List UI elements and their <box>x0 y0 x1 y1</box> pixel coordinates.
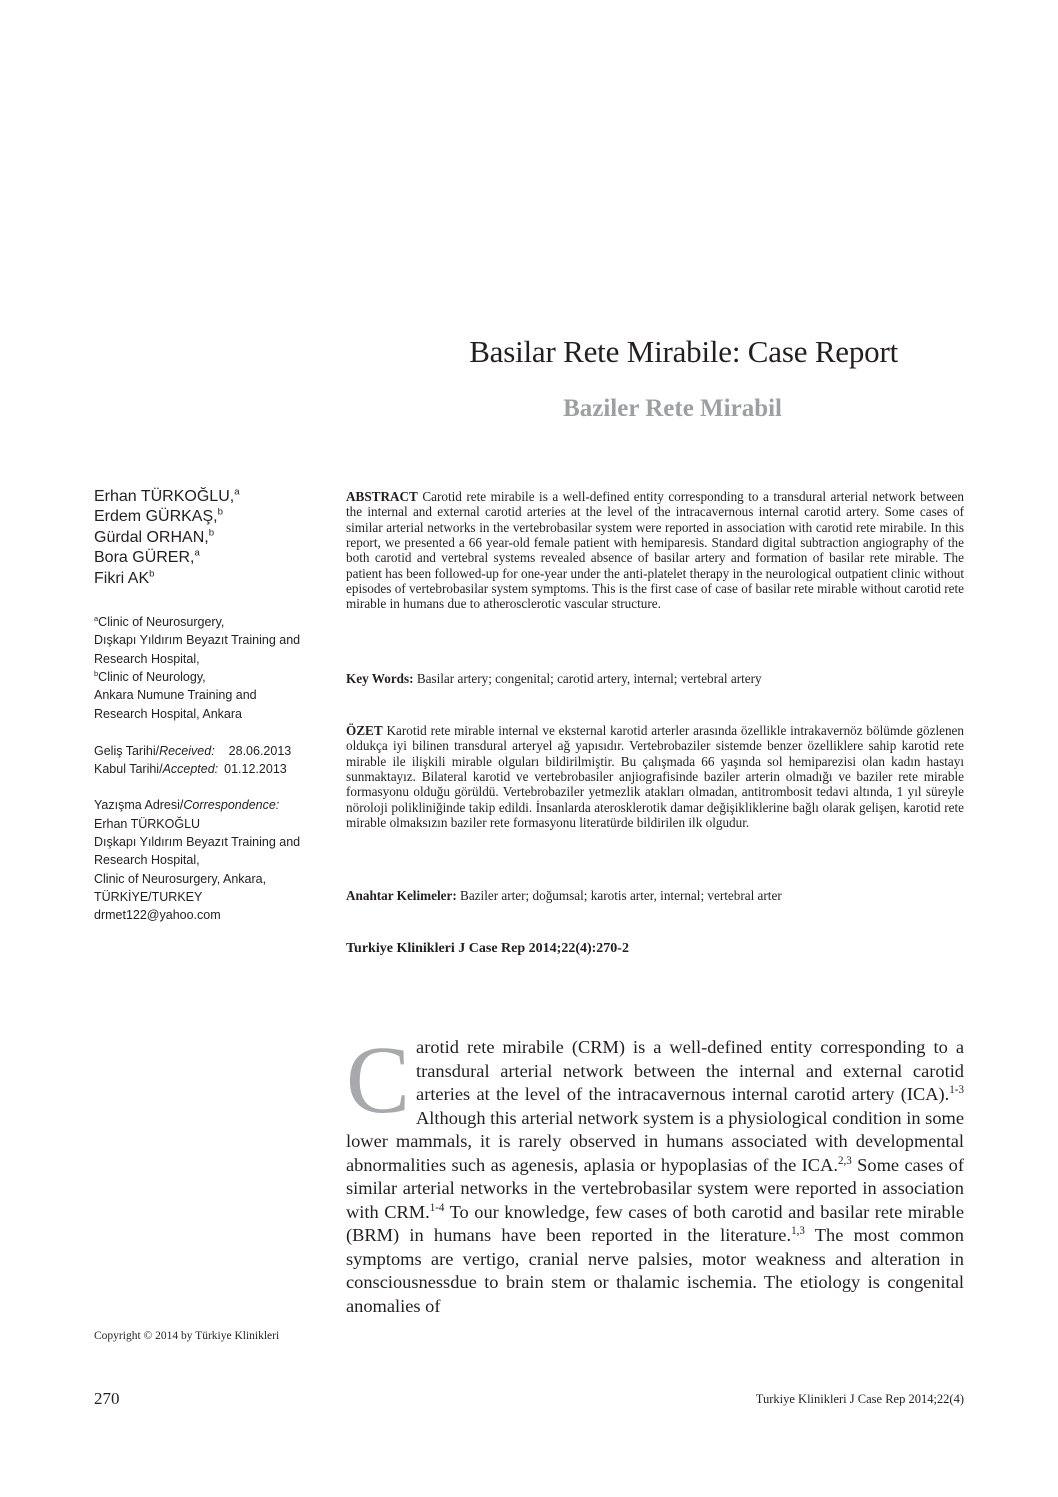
ozet: ÖZET Karotid rete mirable internal ve eksternal karotid arterler arasında özellikle intrakavernöz bölümde gözlenen oldukça iyi bilinen transdural arteryel ağ yapısıdır. Vertebrobaziler sistemde benzer özelliklere sahip karotid rete mirable ile ilişkili mirable olguları bildirilmiştir. Bu çalışmada 66 yaşında sol hemiparezisi olan kadın hastayı sunmaktayız. Bilateral karotid ve vertebrobasiler anjiografisinde baziler arterin olmadığı ve baziler rete mirable formasyonu olduğu görüldü. Vertebrobaziler yetmezlik atakları olmadan, antitrombosit tedavi altında, 1 yıl süreyle nöroloji polikliniğinde takip edildi. İnsanlarda aterosklerotik damar değişikliklerine bağlı olarak gelişen, karotid rete mirable olmaksızın baziler rete formasyonu literatürde bildirilen ilk olgudur. <box>346 723 965 831</box>
drop-cap: C <box>346 1026 411 1133</box>
author-item: Fikri $AK^b$ <box>94 568 155 587</box>
article-dates <box>94 742 324 779</box>
email-link[interactable]: drmet122@yahoo.com <box>94 908 221 923</box>
correspondence: Yazışma Adresi/Correspondence: Erhan TÜRKOĞLU Dışkapı Yıldırım Beyazıt Training and Research Hospital, Clinic of Neurosurgery, Ankara, TÜRKİYE/TURKEY drmet122@yahoo.com <box>94 796 324 924</box>
reference-link[interactable]: 1-4 <box>429 1201 445 1214</box>
copyright: Copyright © 2014 by Türkiye Klinikleri <box>94 1330 280 1342</box>
abstract: ABSTRACT Carotid rete mirabile is a well-defined entity corresponding to a transdural arterial network between the internal and external carotid arteries at the level of the intracavernous internal carotid artery. Some cases of similar arterial networks in the vertebrobasilar system were reported in association with carotid rete mirabile. In this report, we presented a 66 year-old female patient with hemiparesis. Standard digital subtraction angiography of the both carotid and vertebral systems revealed absence of basilar artery and formation of basilar rete mirable. The patient has been followed-up for one-year under the anti-platelet therapy in the neurological outpatient clinic without episodes of vertebrobasilar system symptoms. This is the first case of case of basilar rete mirable without carotid rete mirable in humans due to atherosclerotic vascular structure. <box>346 489 965 612</box>
reference-link[interactable]: 1-3 <box>949 1083 964 1096</box>
author-item: Erdem GÜRKAŞ,$^b$ <box>94 507 223 526</box>
citation: Turkiye Klinikleri J Case Rep 2014;22(4):270-2 <box>346 941 629 956</box>
article-subtitle: Baziler Rete Mirabil <box>563 395 782 422</box>
journal-footer: Turkiye Klinikleri J Case Rep 2014;22(4) <box>755 1392 964 1406</box>
received-date: Geliş Tarihi/Received: 28.06.2013 <box>94 743 292 758</box>
author-item: Erhan TÜRKOĞLU,$^a$ <box>94 486 240 505</box>
author-item: Bora GÜRER,$^a$ <box>94 547 200 567</box>
reference-link[interactable]: 2,3 <box>837 1154 852 1167</box>
keywords: Key Words: Basilar artery; congenital; carotid artery, internal; vertebral artery <box>346 671 762 686</box>
page-number: 270 <box>94 1389 120 1408</box>
author-item: Gürdal ORHAN,$^b$ <box>94 527 215 546</box>
accepted-date: Kabul Tarihi/Accepted: 01.12.2013 <box>94 762 287 777</box>
reference-link[interactable]: 1,3 <box>791 1225 805 1238</box>
affiliations: $^a$Clinic of Neurosurgery, Dışkapı Yıldırım Beyazıt Training and Research Hospital, $^b$Clinic of Neurology, Ankara Numune Training and Research Hospital, Ankara <box>94 613 301 721</box>
anahtar-kelimeler: Anahtar Kelimeler: Baziler arter; doğumsal; karotis arter, internal; vertebral arter <box>346 888 782 903</box>
article-title: Basilar Rete Mirabile: Case Report <box>469 334 898 369</box>
body-text: Carotid rete mirabile (CRM) is a well-defined entity corresponding to a transdural arterial network between the internal and external carotid arteries at the level of the intracavernous internal carotid artery (ICA).$^{1-3}$ Although this arterial network system is a physiological condition in some lower mammals, it is rarely observed in humans associated with developmental abnormalities such as agenesis, aplasia or hypoplasias of the ICA.$^{2,3}$ Some cases of similar arterial networks in the vertebrobasilar system were reported in association with CRM.$^{1-4}$ To our knowledge, few cases of both carotid and basilar rete mirable (BRM) in humans have been reported in the literature.$^{1,3}$ The most common symptoms are vertigo, cranial nerve palsies, motor weakness and alteration in consciousnessdue to brain stem or thalamic ischemia. The etiology is congenital anomalies of <box>346 1026 964 1317</box>
author-list <box>94 487 324 589</box>
author-sidebar <box>94 487 324 924</box>
